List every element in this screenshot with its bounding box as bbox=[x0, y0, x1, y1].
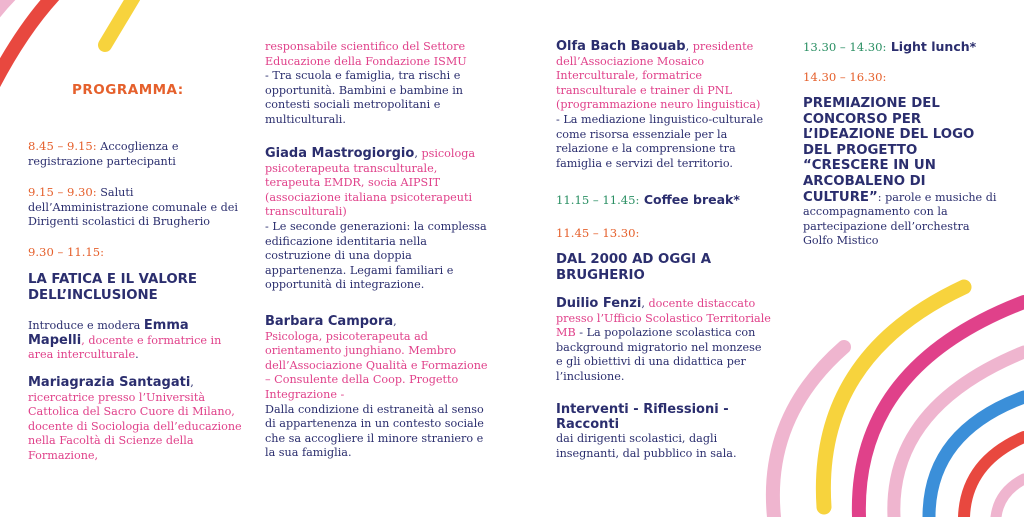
speaker-baouab: Olfa Bach Baouab, presidente dell’Associazione Mosaico Interculturale, formatrice transculturale e trainer di PNL (programmazione neuro linguistica) - La mediazione linguistico-culturale come risorsa essenziale per la relazione e la comprensione tra famiglia e servizi del territorio. bbox=[556, 39, 764, 170]
moderator-paragraph: Introduce e modera Emma Mapelli, docente e formatrice in area interculturale. bbox=[28, 318, 222, 362]
interventi-paragraph: Interventi - Riflessioni - Racconti dai dirigenti scolastici, dagli insegnanti, dal pubblico in sala. bbox=[556, 402, 737, 460]
schedule-time-1430: 14.30 – 16.30: bbox=[803, 70, 887, 84]
schedule-item-accoglienza: 8.45 – 9.15: Accoglienza e registrazione partecipanti bbox=[28, 139, 179, 168]
speaker-fenzi: Duilio Fenzi, docente distaccato presso l’Ufficio Scolastico Territoriale MB - La popolazione scolastica con background migratorio nel monzese e gli obiettivi di una didattica per l’inclusione. bbox=[556, 296, 771, 383]
premiazione-paragraph: PREMIAZIONE DEL CONCORSO PER L’IDEAZIONE DEL LOGO DEL PROGETTO “CRESCERE IN UN ARCOBALENO DI CULTURE”: parole e musiche di accompagnamento con la partecipazione dell’orchestra Golfo Mistico bbox=[803, 96, 997, 248]
schedule-time-930: 9.30 – 11.15: bbox=[28, 245, 105, 259]
programma-heading: PROGRAMMA: bbox=[72, 82, 184, 98]
schedule-item-coffee-break: 11.15 – 11.45: Coffee break* bbox=[556, 192, 740, 207]
speaker-campora: Barbara Campora, Psicologa, psicoterapeuta ad orientamento junghiano. Membro dell’Associazione Qualità e Formazione – Consulente della Coop. Progetto Integrazione - Dalla condizione di estraneità al senso di appartenenza in un contesto sociale che sa accogliere il minore straniero e la sua famiglia. bbox=[265, 314, 488, 460]
schedule-item-light-lunch: 13.30 – 14.30: Light lunch* bbox=[803, 39, 977, 54]
section-heading-inclusione: LA FATICA E IL VALORE DELL’INCLUSIONE bbox=[28, 272, 197, 303]
rainbow-arcs-bottom-right bbox=[724, 257, 1024, 517]
rainbow-arcs-top-left bbox=[0, 0, 140, 120]
schedule-item-saluti: 9.15 – 9.30: Saluti dell’Amministrazione comunale e dei Dirigenti scolastici di Brugherio bbox=[28, 185, 238, 229]
speaker-santagati-continued: responsabile scientifico del Settore Educazione della Fondazione ISMU - Tra scuola e famiglia, tra rischi e opportunità. Bambini e bambine in contesti sociali metropolitani e multiculturali. bbox=[265, 40, 467, 126]
speaker-mastrogiorgio: Giada Mastrogiorgio, psicologa psicoterapeuta transculturale, terapeuta EMDR, socia AIPSIT (associazione italiana psicoterapeuti transculturali) - Le seconde generazioni: la complessa edificazione identitaria nella costruzione di una doppia appartenenza. Legami familiari e opportunità di integrazione. bbox=[265, 146, 487, 292]
speaker-santagati: Mariagrazia Santagati, ricercatrice presso l’Università Cattolica del Sacro Cuore di Milano, docente di Sociologia dell’educazione nella Facoltà di Scienze della Formazione, bbox=[28, 375, 242, 462]
section-heading-brugherio: DAL 2000 AD OGGI A BRUGHERIO bbox=[556, 252, 712, 283]
schedule-time-1145: 11.45 – 13.30: bbox=[556, 226, 640, 240]
